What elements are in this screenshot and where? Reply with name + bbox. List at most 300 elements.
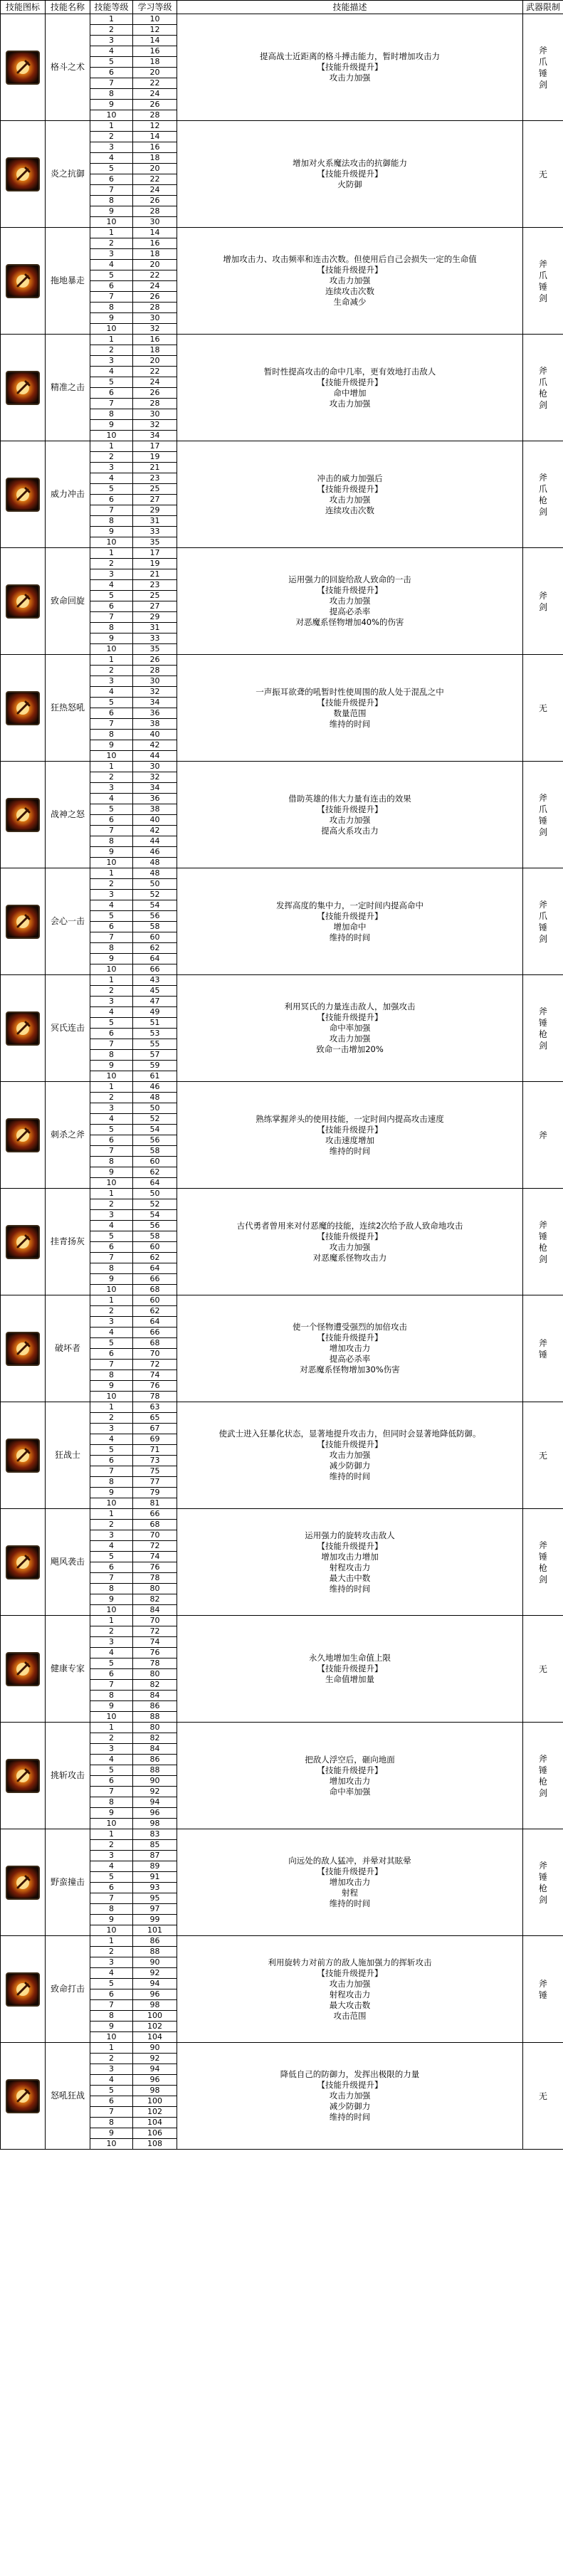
skill-name: 破坏者: [46, 1295, 90, 1402]
table-row: [1, 655, 563, 666]
skill-level: 8: [90, 1157, 133, 1167]
weapon-restriction: [523, 335, 563, 441]
weapon-type: 锤: [538, 1349, 547, 1360]
description-line: 古代勇者曾用来对付恶魔的技能，连续2次给予敌人致命地攻击: [236, 1220, 463, 1231]
skill-icon: [6, 157, 40, 191]
weapon-type: 剑: [538, 601, 547, 612]
weapon-type: 斧: [538, 365, 547, 376]
weapon-restriction: [523, 14, 563, 121]
skill-icon: [6, 371, 40, 405]
learn-level: 68: [133, 1338, 177, 1349]
weapon-type: 锤: [538, 1017, 547, 1028]
learn-level: 80: [133, 1723, 177, 1733]
description-line: 射程: [342, 1888, 358, 1898]
learn-level: 47: [133, 997, 177, 1007]
learn-level: 90: [133, 2043, 177, 2054]
learn-level: 51: [133, 1018, 177, 1029]
skill-level: 5: [90, 1445, 133, 1456]
skill-level: 7: [90, 78, 133, 89]
weapon-restriction: [523, 1082, 563, 1189]
table-row: [1, 1509, 563, 1520]
learn-level: 16: [133, 335, 177, 345]
skill-level: 5: [90, 377, 133, 388]
learn-level: 55: [133, 1039, 177, 1050]
header-description: 技能描述: [177, 1, 523, 14]
learn-level: 92: [133, 1787, 177, 1797]
skill-name: 致命回旋: [46, 548, 90, 655]
skill-level: 6: [90, 281, 133, 292]
learn-level: 34: [133, 783, 177, 794]
learn-level: 70: [133, 1349, 177, 1360]
description-line: 【技能升级提升】: [317, 1765, 383, 1775]
skill-level: 3: [90, 1957, 133, 1968]
learn-level: 78: [133, 1573, 177, 1584]
header-level: 技能等级: [90, 1, 133, 14]
learn-level: 33: [133, 634, 177, 644]
description-line: 命中增加: [333, 387, 367, 398]
learn-level: 22: [133, 270, 177, 281]
skill-icon: [6, 691, 40, 725]
learn-level: 14: [133, 228, 177, 238]
weapon-type: 锤: [538, 68, 547, 78]
skill-level: 10: [90, 1925, 133, 1936]
skill-level: 3: [90, 249, 133, 260]
weapon-type: 无: [538, 703, 547, 713]
weapon-type: 枪: [538, 388, 547, 399]
learn-level: 18: [133, 249, 177, 260]
learn-level: 66: [133, 1509, 177, 1520]
skill-level: 9: [90, 527, 133, 537]
learn-level: 16: [133, 142, 177, 153]
learn-level: 49: [133, 1007, 177, 1018]
learn-level: 100: [133, 2011, 177, 2022]
description-line: 命中率加强: [329, 1023, 371, 1033]
description-line: 提高火系攻击力: [321, 825, 379, 836]
skill-level: 3: [90, 1530, 133, 1541]
skill-level: 4: [90, 46, 133, 57]
learn-level: 96: [133, 1989, 177, 2000]
skill-level: 6: [90, 1669, 133, 1680]
description-line: 攻击力加强: [329, 1241, 371, 1252]
skill-icon: [6, 2079, 40, 2113]
learn-level: 40: [133, 730, 177, 740]
description-line: 【技能升级提升】: [317, 585, 383, 595]
skill-level: 10: [90, 1712, 133, 1723]
weapon-restriction: [523, 121, 563, 228]
skill-level: 2: [90, 345, 133, 356]
skill-level: 2: [90, 772, 133, 783]
learn-level: 58: [133, 1146, 177, 1157]
skill-description: [177, 868, 523, 975]
description-line: 降低自己的防御力，发挥出极限的力量: [280, 2069, 420, 2079]
skill-level: 10: [90, 2032, 133, 2043]
learn-level: 56: [133, 1135, 177, 1146]
skill-icon-cell: [1, 1509, 46, 1616]
skill-level: 4: [90, 473, 133, 484]
description-line: 使一个怪物遭受强烈的加倍攻击: [293, 1322, 407, 1332]
skill-level: 5: [90, 1125, 133, 1135]
skill-level: 6: [90, 68, 133, 78]
learn-level: 74: [133, 1552, 177, 1562]
skill-icon: [6, 1759, 40, 1793]
learn-level: 28: [133, 206, 177, 217]
skill-level: 8: [90, 89, 133, 100]
weapon-type: 剑: [538, 826, 547, 837]
description-line: 攻击力加强: [329, 275, 371, 285]
skill-level: 3: [90, 890, 133, 900]
skill-level: 9: [90, 954, 133, 964]
learn-level: 58: [133, 922, 177, 932]
learn-level: 104: [133, 2032, 177, 2043]
weapon-type: 斧: [538, 1130, 547, 1140]
skill-icon-cell: [1, 2043, 46, 2150]
table-row: [1, 1082, 563, 1093]
description-line: 【技能升级提升】: [317, 1012, 383, 1022]
learn-level: 42: [133, 826, 177, 836]
skill-level: 2: [90, 879, 133, 890]
weapon-restriction: [523, 868, 563, 975]
weapon-type: 剑: [538, 1574, 547, 1584]
learn-level: 77: [133, 1477, 177, 1488]
skill-icon: [6, 1972, 40, 2007]
learn-level: 108: [133, 2139, 177, 2150]
table-row: [1, 1829, 563, 1840]
learn-level: 21: [133, 463, 177, 473]
learn-level: 73: [133, 1456, 177, 1466]
skill-level: 3: [90, 1103, 133, 1114]
skill-name: 狂战士: [46, 1402, 90, 1509]
skill-description: [177, 1189, 523, 1295]
skill-name: 精准之击: [46, 335, 90, 441]
skill-level: 7: [90, 1039, 133, 1050]
learn-level: 18: [133, 153, 177, 164]
learn-level: 50: [133, 879, 177, 890]
weapon-type: 剑: [538, 1040, 547, 1051]
description-line: 增加命中: [333, 921, 367, 932]
skill-level: 10: [90, 751, 133, 762]
description-line: 数量范围: [333, 708, 367, 718]
learn-level: 30: [133, 313, 177, 324]
weapon-restriction: [523, 655, 563, 762]
skill-description: [177, 441, 523, 548]
skill-level: 3: [90, 569, 133, 580]
learn-level: 14: [133, 132, 177, 142]
skill-description: [177, 121, 523, 228]
skill-level: 8: [90, 409, 133, 420]
skill-level: 3: [90, 1744, 133, 1755]
skill-icon: [6, 798, 40, 832]
skill-level: 6: [90, 1456, 133, 1466]
learn-level: 29: [133, 612, 177, 623]
skill-icon: [6, 584, 40, 619]
skill-level: 6: [90, 388, 133, 399]
table-row: [1, 1936, 563, 1947]
learn-level: 22: [133, 78, 177, 89]
description-line: 维持的时间: [329, 1145, 371, 1156]
weapon-type: 斧: [538, 1978, 547, 1989]
description-line: 【技能升级提升】: [317, 1540, 383, 1551]
skill-level: 9: [90, 740, 133, 751]
description-line: 减少防御力: [329, 1461, 371, 1471]
description-line: 【技能升级提升】: [317, 1231, 383, 1241]
skill-level: 1: [90, 975, 133, 986]
skill-icon-cell: [1, 1936, 46, 2043]
learn-level: 35: [133, 644, 177, 655]
skill-description: [177, 335, 523, 441]
weapon-type: 剑: [538, 1787, 547, 1798]
skill-level: 1: [90, 121, 133, 132]
learn-level: 26: [133, 655, 177, 666]
weapon-type: 爪: [538, 910, 547, 921]
weapon-type: 斧: [538, 1006, 547, 1016]
skill-level: 5: [90, 57, 133, 68]
skill-level: 6: [90, 1989, 133, 2000]
weapon-type: 斧: [538, 1753, 547, 1764]
weapon-type: 斧: [538, 899, 547, 910]
learn-level: 76: [133, 1648, 177, 1658]
weapon-type: 枪: [538, 1562, 547, 1573]
learn-level: 82: [133, 1733, 177, 1744]
table-row: [1, 2043, 563, 2054]
skill-level: 7: [90, 505, 133, 516]
learn-level: 25: [133, 591, 177, 601]
learn-level: 87: [133, 1851, 177, 1861]
table-row: [1, 441, 563, 452]
skill-level: 2: [90, 1199, 133, 1210]
skill-level: 6: [90, 815, 133, 826]
learn-level: 43: [133, 975, 177, 986]
weapon-type: 无: [538, 1450, 547, 1461]
learn-level: 24: [133, 281, 177, 292]
learn-level: 88: [133, 1712, 177, 1723]
skill-level: 8: [90, 196, 133, 206]
skill-icon: [6, 264, 40, 298]
description-line: 【技能升级提升】: [317, 169, 383, 179]
skill-level: 1: [90, 868, 133, 879]
learn-level: 26: [133, 292, 177, 303]
skill-level: 7: [90, 932, 133, 943]
learn-level: 80: [133, 1584, 177, 1594]
skill-level: 9: [90, 1701, 133, 1712]
learn-level: 86: [133, 1755, 177, 1765]
learn-level: 20: [133, 356, 177, 367]
skill-level: 8: [90, 836, 133, 847]
weapon-type: 斧: [538, 258, 547, 269]
skill-level: 1: [90, 1295, 133, 1306]
learn-level: 32: [133, 420, 177, 431]
learn-level: 30: [133, 762, 177, 772]
skill-description: [177, 655, 523, 762]
skill-level: 8: [90, 1477, 133, 1488]
skill-level: 1: [90, 2043, 133, 2054]
weapon-type: 剑: [538, 399, 547, 410]
skill-level: 2: [90, 452, 133, 463]
header-weapon: 武器限制: [523, 1, 563, 14]
skill-level: 10: [90, 1071, 133, 1082]
skill-level: 1: [90, 1723, 133, 1733]
learn-level: 75: [133, 1466, 177, 1477]
skill-name: 格斗之术: [46, 14, 90, 121]
skill-level: 9: [90, 100, 133, 110]
skill-level: 9: [90, 1808, 133, 1819]
skill-icon-cell: [1, 868, 46, 975]
skill-level: 8: [90, 516, 133, 527]
learn-level: 20: [133, 68, 177, 78]
learn-level: 98: [133, 1819, 177, 1829]
description-line: 运用强力的回旋给敌人致命的一击: [288, 574, 411, 584]
skill-name: 致命打击: [46, 1936, 90, 2043]
skill-level: 1: [90, 14, 133, 25]
skill-level: 3: [90, 997, 133, 1007]
skill-level: 4: [90, 1648, 133, 1658]
learn-level: 68: [133, 1520, 177, 1530]
skill-level: 4: [90, 1434, 133, 1445]
skill-level: 3: [90, 1424, 133, 1434]
skill-level: 4: [90, 367, 133, 377]
description-line: 连续攻击次数: [325, 286, 374, 296]
skill-description: [177, 1936, 523, 2043]
table-row: [1, 335, 563, 345]
skill-icon: [6, 1118, 40, 1152]
skill-level: 9: [90, 1274, 133, 1285]
description-line: 维持的时间: [329, 2112, 371, 2122]
weapon-restriction: [523, 1295, 563, 1402]
description-line: 增加攻击力: [329, 1775, 371, 1786]
skill-level: 4: [90, 1114, 133, 1125]
description-line: 维持的时间: [329, 1583, 371, 1594]
header-icon: 技能图标: [1, 1, 46, 14]
skill-level: 7: [90, 2000, 133, 2011]
learn-level: 91: [133, 1872, 177, 1883]
description-line: 利用冥氏的力量连击敌人，加强攻击: [284, 1002, 416, 1011]
skill-level: 6: [90, 1776, 133, 1787]
skill-level: 5: [90, 1231, 133, 1242]
weapon-type: 爪: [538, 377, 547, 387]
learn-level: 30: [133, 676, 177, 687]
skill-level: 5: [90, 911, 133, 922]
skill-level: 9: [90, 1381, 133, 1392]
weapon-type: 枪: [538, 1242, 547, 1253]
learn-level: 60: [133, 932, 177, 943]
skill-icon-cell: [1, 335, 46, 441]
learn-level: 46: [133, 1082, 177, 1093]
skill-level: 6: [90, 2096, 133, 2107]
learn-level: 17: [133, 548, 177, 559]
learn-level: 102: [133, 2107, 177, 2118]
description-line: 增加攻击力、攻击频率和连击次数。但使用后自己会损失一定的生命值: [223, 254, 477, 264]
header-req-level: 学习等级: [133, 1, 177, 14]
learn-level: 98: [133, 2086, 177, 2096]
skill-level: 5: [90, 1338, 133, 1349]
weapon-type: 枪: [538, 1883, 547, 1893]
skill-level: 1: [90, 441, 133, 452]
learn-level: 26: [133, 100, 177, 110]
weapon-restriction: [523, 441, 563, 548]
weapon-restriction: [523, 975, 563, 1082]
weapon-restriction: [523, 1402, 563, 1509]
learn-level: 48: [133, 868, 177, 879]
skill-level: 7: [90, 185, 133, 196]
learn-level: 57: [133, 1050, 177, 1061]
description-line: 【技能升级提升】: [317, 377, 383, 387]
skill-name: 会心一击: [46, 868, 90, 975]
skill-level: 5: [90, 484, 133, 495]
learn-level: 18: [133, 345, 177, 356]
skill-name: 健康专家: [46, 1616, 90, 1723]
weapon-type: 无: [538, 169, 547, 179]
description-line: 攻击力加强: [329, 1450, 371, 1460]
learn-level: 52: [133, 1114, 177, 1125]
weapon-type: 剑: [538, 79, 547, 90]
description-line: 维持的时间: [329, 1898, 371, 1908]
weapon-type: 爪: [538, 56, 547, 67]
skill-icon: [6, 905, 40, 939]
skill-level: 10: [90, 1605, 133, 1616]
weapon-type: 枪: [538, 1776, 547, 1787]
skill-name: 冥氏连击: [46, 975, 90, 1082]
skill-level: 2: [90, 25, 133, 36]
skill-level: 8: [90, 730, 133, 740]
skill-level: 4: [90, 1541, 133, 1552]
header-name: 技能名称: [46, 1, 90, 14]
learn-level: 12: [133, 121, 177, 132]
skill-level: 2: [90, 238, 133, 249]
skill-level: 9: [90, 847, 133, 858]
skill-level: 8: [90, 1370, 133, 1381]
weapon-type: 爪: [538, 804, 547, 814]
description-line: 火防御: [337, 179, 362, 189]
skill-level: 4: [90, 1968, 133, 1979]
skill-level: 8: [90, 1691, 133, 1701]
skill-icon-cell: [1, 1082, 46, 1189]
weapon-restriction: [523, 2043, 563, 2150]
learn-level: 30: [133, 409, 177, 420]
learn-level: 22: [133, 367, 177, 377]
skill-level: 9: [90, 2022, 133, 2032]
skill-level: 1: [90, 335, 133, 345]
description-line: 射程攻击力: [329, 1989, 371, 1999]
description-line: 发挥高度的集中力，一定时间内提高命中: [276, 900, 423, 910]
learn-level: 88: [133, 1765, 177, 1776]
learn-level: 22: [133, 174, 177, 185]
skill-level: 10: [90, 644, 133, 655]
learn-level: 90: [133, 1957, 177, 1968]
description-line: 攻击力加强: [329, 1978, 371, 1989]
skill-level: 4: [90, 580, 133, 591]
learn-level: 58: [133, 1231, 177, 1242]
description-line: 【技能升级提升】: [317, 1439, 383, 1449]
description-line: 暂时性提高攻击的命中几率，更有效地打击敌人: [263, 366, 436, 377]
skill-level: 3: [90, 356, 133, 367]
learn-level: 31: [133, 623, 177, 634]
description-line: 攻击速度增加: [325, 1135, 374, 1145]
skill-icon-cell: [1, 1616, 46, 1723]
skill-level: 1: [90, 1936, 133, 1947]
description-line: 【技能升级提升】: [317, 910, 383, 921]
skill-icon: [6, 1225, 40, 1259]
weapon-type: 斧: [538, 45, 547, 56]
skill-level: 7: [90, 826, 133, 836]
skill-name: 拖地暴走: [46, 228, 90, 335]
description-line: 【技能升级提升】: [317, 1967, 383, 1978]
description-line: 增加攻击力: [329, 1877, 371, 1887]
skill-level: 3: [90, 36, 133, 46]
skill-level: 6: [90, 1562, 133, 1573]
skill-level: 6: [90, 1242, 133, 1253]
skill-level: 10: [90, 964, 133, 975]
skill-icon: [6, 1332, 40, 1366]
skill-level: 7: [90, 612, 133, 623]
